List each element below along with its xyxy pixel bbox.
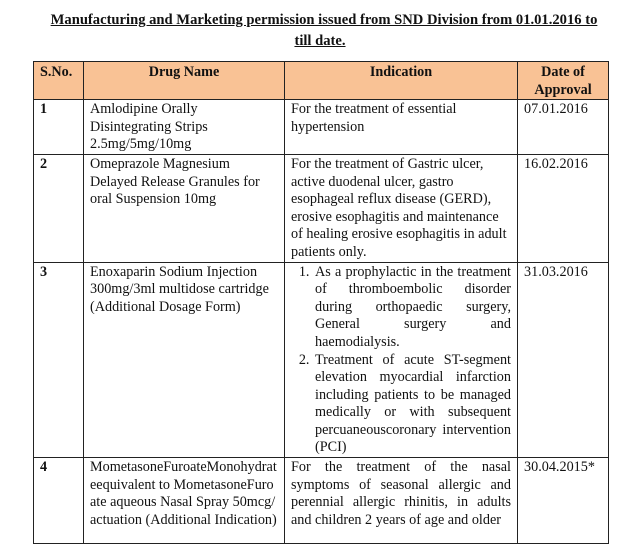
table-row <box>34 458 609 544</box>
cell-drug-name: Enoxaparin Sodium Injection 300mg/3ml multidose cartridge (Additional Dosage Form) <box>84 262 285 458</box>
cell-indication: For the treatment of essential hypertension <box>285 100 518 155</box>
cell-sno: 1 <box>34 100 84 155</box>
header-indication: Indication <box>285 62 518 100</box>
cell-sno: 3 <box>34 262 84 458</box>
header-date-of-approval <box>518 62 609 100</box>
cell-indication <box>285 262 518 458</box>
table-row <box>34 100 609 155</box>
header-sno: S.No. <box>34 62 84 100</box>
cell-indication: For the treatment of Gastric ulcer, active duodenal ulcer, gastro esophageal reflux disease (GERD), erosive esophagitis and maintenance of healing erosive esophagitis in adult patients only. <box>285 154 518 262</box>
header-drug-name: Drug Name <box>84 62 285 100</box>
cell-date: 31.03.2016 <box>518 262 609 458</box>
cell-date: 16.02.2016 <box>518 154 609 262</box>
table-header-row <box>34 62 609 100</box>
cell-sno: 4 <box>34 458 84 544</box>
cell-indication: For the treatment of the nasal symptoms of seasonal allergic and perennial allergic rhinitis, in adults and children 2 years of age and older <box>285 458 518 544</box>
title-line-2: till date. <box>294 33 346 49</box>
header-date-line-1: Date of <box>541 64 585 80</box>
indication-list-item: 2. Treatment of acute ST-segment elevation myocardial infarction including patients to be managed medically or with subsequent percuaneouscoronary intervention (PCI) <box>313 352 511 458</box>
table-row <box>34 262 609 458</box>
indication-list <box>291 264 511 458</box>
table-row <box>34 154 609 262</box>
header-date-line-2: Approval <box>534 81 592 98</box>
approvals-table <box>33 61 609 544</box>
cell-drug-name: Omeprazole Magnesium Delayed Release Granules for oral Suspension 10mg <box>84 154 285 262</box>
cell-drug-name: Amlodipine Orally Disintegrating Strips 2.5mg/5mg/10mg <box>84 100 285 155</box>
cell-date: 30.04.2015* <box>518 458 609 544</box>
cell-sno: 2 <box>34 154 84 262</box>
title-line-1: Manufacturing and Marketing permission issued from SND Division from 01.01.2016 to <box>50 12 598 28</box>
indication-list-item: 1. As a prophylactic in the treatment of thromboembolic disorder during orthopaedic surgery, General surgery and haemodialysis. <box>313 264 511 352</box>
document-title <box>0 10 640 52</box>
cell-date: 07.01.2016 <box>518 100 609 155</box>
cell-drug-name: MometasoneFuroateMonohydrateequivalent to MometasoneFuroate aqueous Nasal Spray 50mcg/actuation (Additional Indication) <box>84 458 285 544</box>
